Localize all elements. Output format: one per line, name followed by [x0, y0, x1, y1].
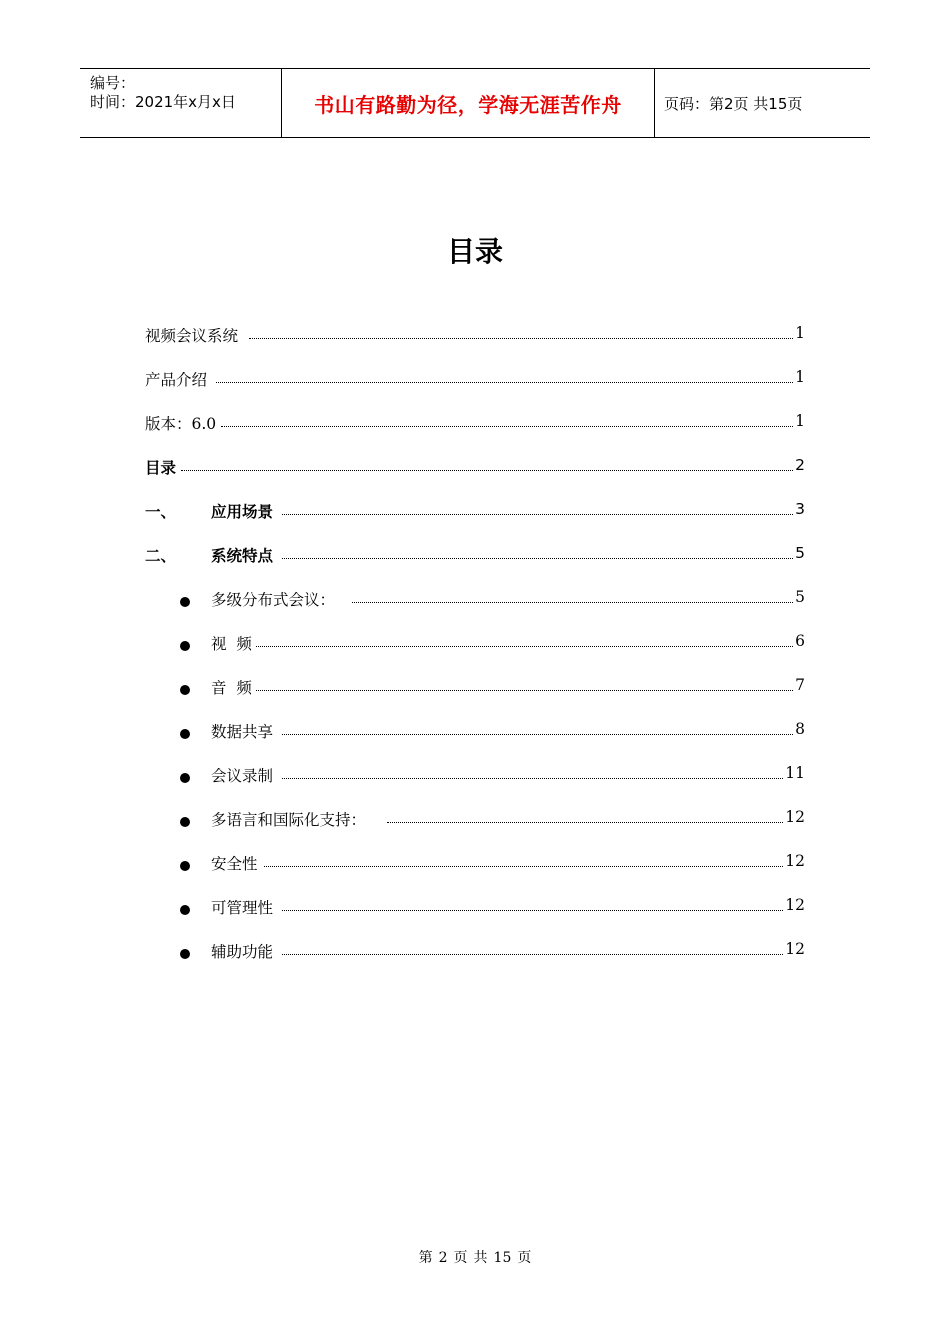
footer-total-pages: 15 — [493, 1250, 512, 1266]
bullet-icon — [180, 729, 190, 739]
toc-entry-page: 5 — [795, 588, 805, 606]
toc-entry[interactable] — [0, 764, 950, 792]
toc-entry-label: 系统特点 — [211, 547, 274, 565]
bullet-icon — [180, 641, 190, 651]
toc-entry-label: 多级分布式会议： — [211, 591, 336, 609]
toc-leader — [216, 368, 793, 383]
toc-leader — [387, 808, 783, 823]
toc-entry-page: 8 — [795, 720, 805, 738]
toc-entry[interactable] — [0, 940, 950, 968]
toc-entry[interactable] — [0, 456, 950, 484]
toc-entry[interactable] — [0, 676, 950, 704]
footer-word: 页 — [517, 1250, 532, 1266]
header-number-label: 编号： — [90, 74, 136, 92]
toc-entry-label: 可管理性 — [211, 899, 274, 917]
toc-entry[interactable] — [0, 720, 950, 748]
bullet-icon — [180, 685, 190, 695]
toc-entry-label: 视频会议系统 — [145, 327, 239, 345]
toc-entry-label: 数据共享 — [211, 723, 274, 741]
bullet-icon — [180, 817, 190, 827]
toc-leader — [352, 588, 793, 603]
toc-entry-page: 1 — [795, 324, 805, 342]
toc-entry-label: 辅助功能 — [211, 943, 274, 961]
toc-entry-label: 安全性 — [211, 855, 258, 873]
bullet-icon — [180, 905, 190, 915]
toc-entry-label: 视 频 — [211, 635, 252, 653]
header-page-info: 页码：第2页 共15页 — [664, 94, 803, 113]
toc-entry-page: 12 — [785, 940, 805, 958]
toc-entry-page: 12 — [785, 808, 805, 826]
toc-leader — [282, 896, 783, 911]
toc-leader — [181, 456, 793, 471]
toc-entry[interactable] — [0, 896, 950, 924]
page-header — [80, 68, 870, 138]
toc-entry-page: 3 — [795, 500, 805, 518]
footer-page-number: 2 — [438, 1250, 448, 1266]
bullet-icon — [180, 773, 190, 783]
toc-entry-page: 12 — [785, 896, 805, 914]
toc-entry-page: 12 — [785, 852, 805, 870]
toc-entry[interactable] — [0, 324, 950, 352]
toc-entry-page: 6 — [795, 632, 805, 650]
toc-entry-page: 1 — [795, 412, 805, 430]
toc-leader — [221, 412, 793, 427]
footer-word: 第 — [418, 1250, 433, 1266]
toc-entry-label: 产品介绍 — [145, 371, 208, 389]
toc-entry-label: 音 频 — [211, 679, 252, 697]
page-footer — [0, 1247, 950, 1267]
bullet-icon — [180, 861, 190, 871]
toc-entry-page: 5 — [795, 544, 805, 562]
header-motto: 书山有路勤为径，学海无涯苦作舟 — [314, 92, 622, 117]
toc-leader — [264, 852, 783, 867]
header-meta-cell — [80, 69, 282, 137]
toc-entry[interactable] — [0, 632, 950, 660]
toc-leader — [282, 500, 793, 515]
bullet-icon — [180, 597, 190, 607]
footer-word: 页 — [453, 1250, 468, 1266]
toc-entry[interactable] — [0, 852, 950, 880]
toc-leader — [282, 764, 783, 779]
toc-entry-page: 2 — [795, 456, 805, 474]
toc-entry-page: 1 — [795, 368, 805, 386]
toc-entry-label: 会议录制 — [211, 767, 274, 785]
toc-entry-number: 一、 — [145, 503, 177, 521]
page-title: 目录 — [446, 235, 503, 268]
toc-entry[interactable] — [0, 500, 950, 528]
toc-entry[interactable] — [0, 588, 950, 616]
toc-leader — [282, 544, 793, 559]
toc-leader — [256, 676, 793, 691]
toc-entry[interactable] — [0, 368, 950, 396]
toc-entry-label: 多语言和国际化支持： — [211, 811, 367, 829]
toc-entry[interactable] — [0, 808, 950, 836]
footer-word: 共 — [473, 1250, 488, 1266]
toc-entry-label: 版本：6.0 — [145, 415, 217, 433]
toc-entry-page: 7 — [795, 676, 805, 694]
toc-entry-page: 11 — [785, 764, 805, 782]
toc-entry[interactable] — [0, 412, 950, 440]
toc-leader — [256, 632, 793, 647]
toc-entry[interactable] — [0, 544, 950, 572]
toc-entry-label: 目录 — [145, 459, 177, 477]
toc-leader — [282, 940, 783, 955]
toc-leader — [282, 720, 793, 735]
header-motto-cell — [282, 69, 655, 137]
toc-entry-label: 应用场景 — [211, 503, 274, 521]
toc-entry-number: 二、 — [145, 547, 177, 565]
header-time-label: 时间：2021年x月x日 — [90, 93, 236, 111]
toc-leader — [249, 324, 793, 339]
bullet-icon — [180, 949, 190, 959]
